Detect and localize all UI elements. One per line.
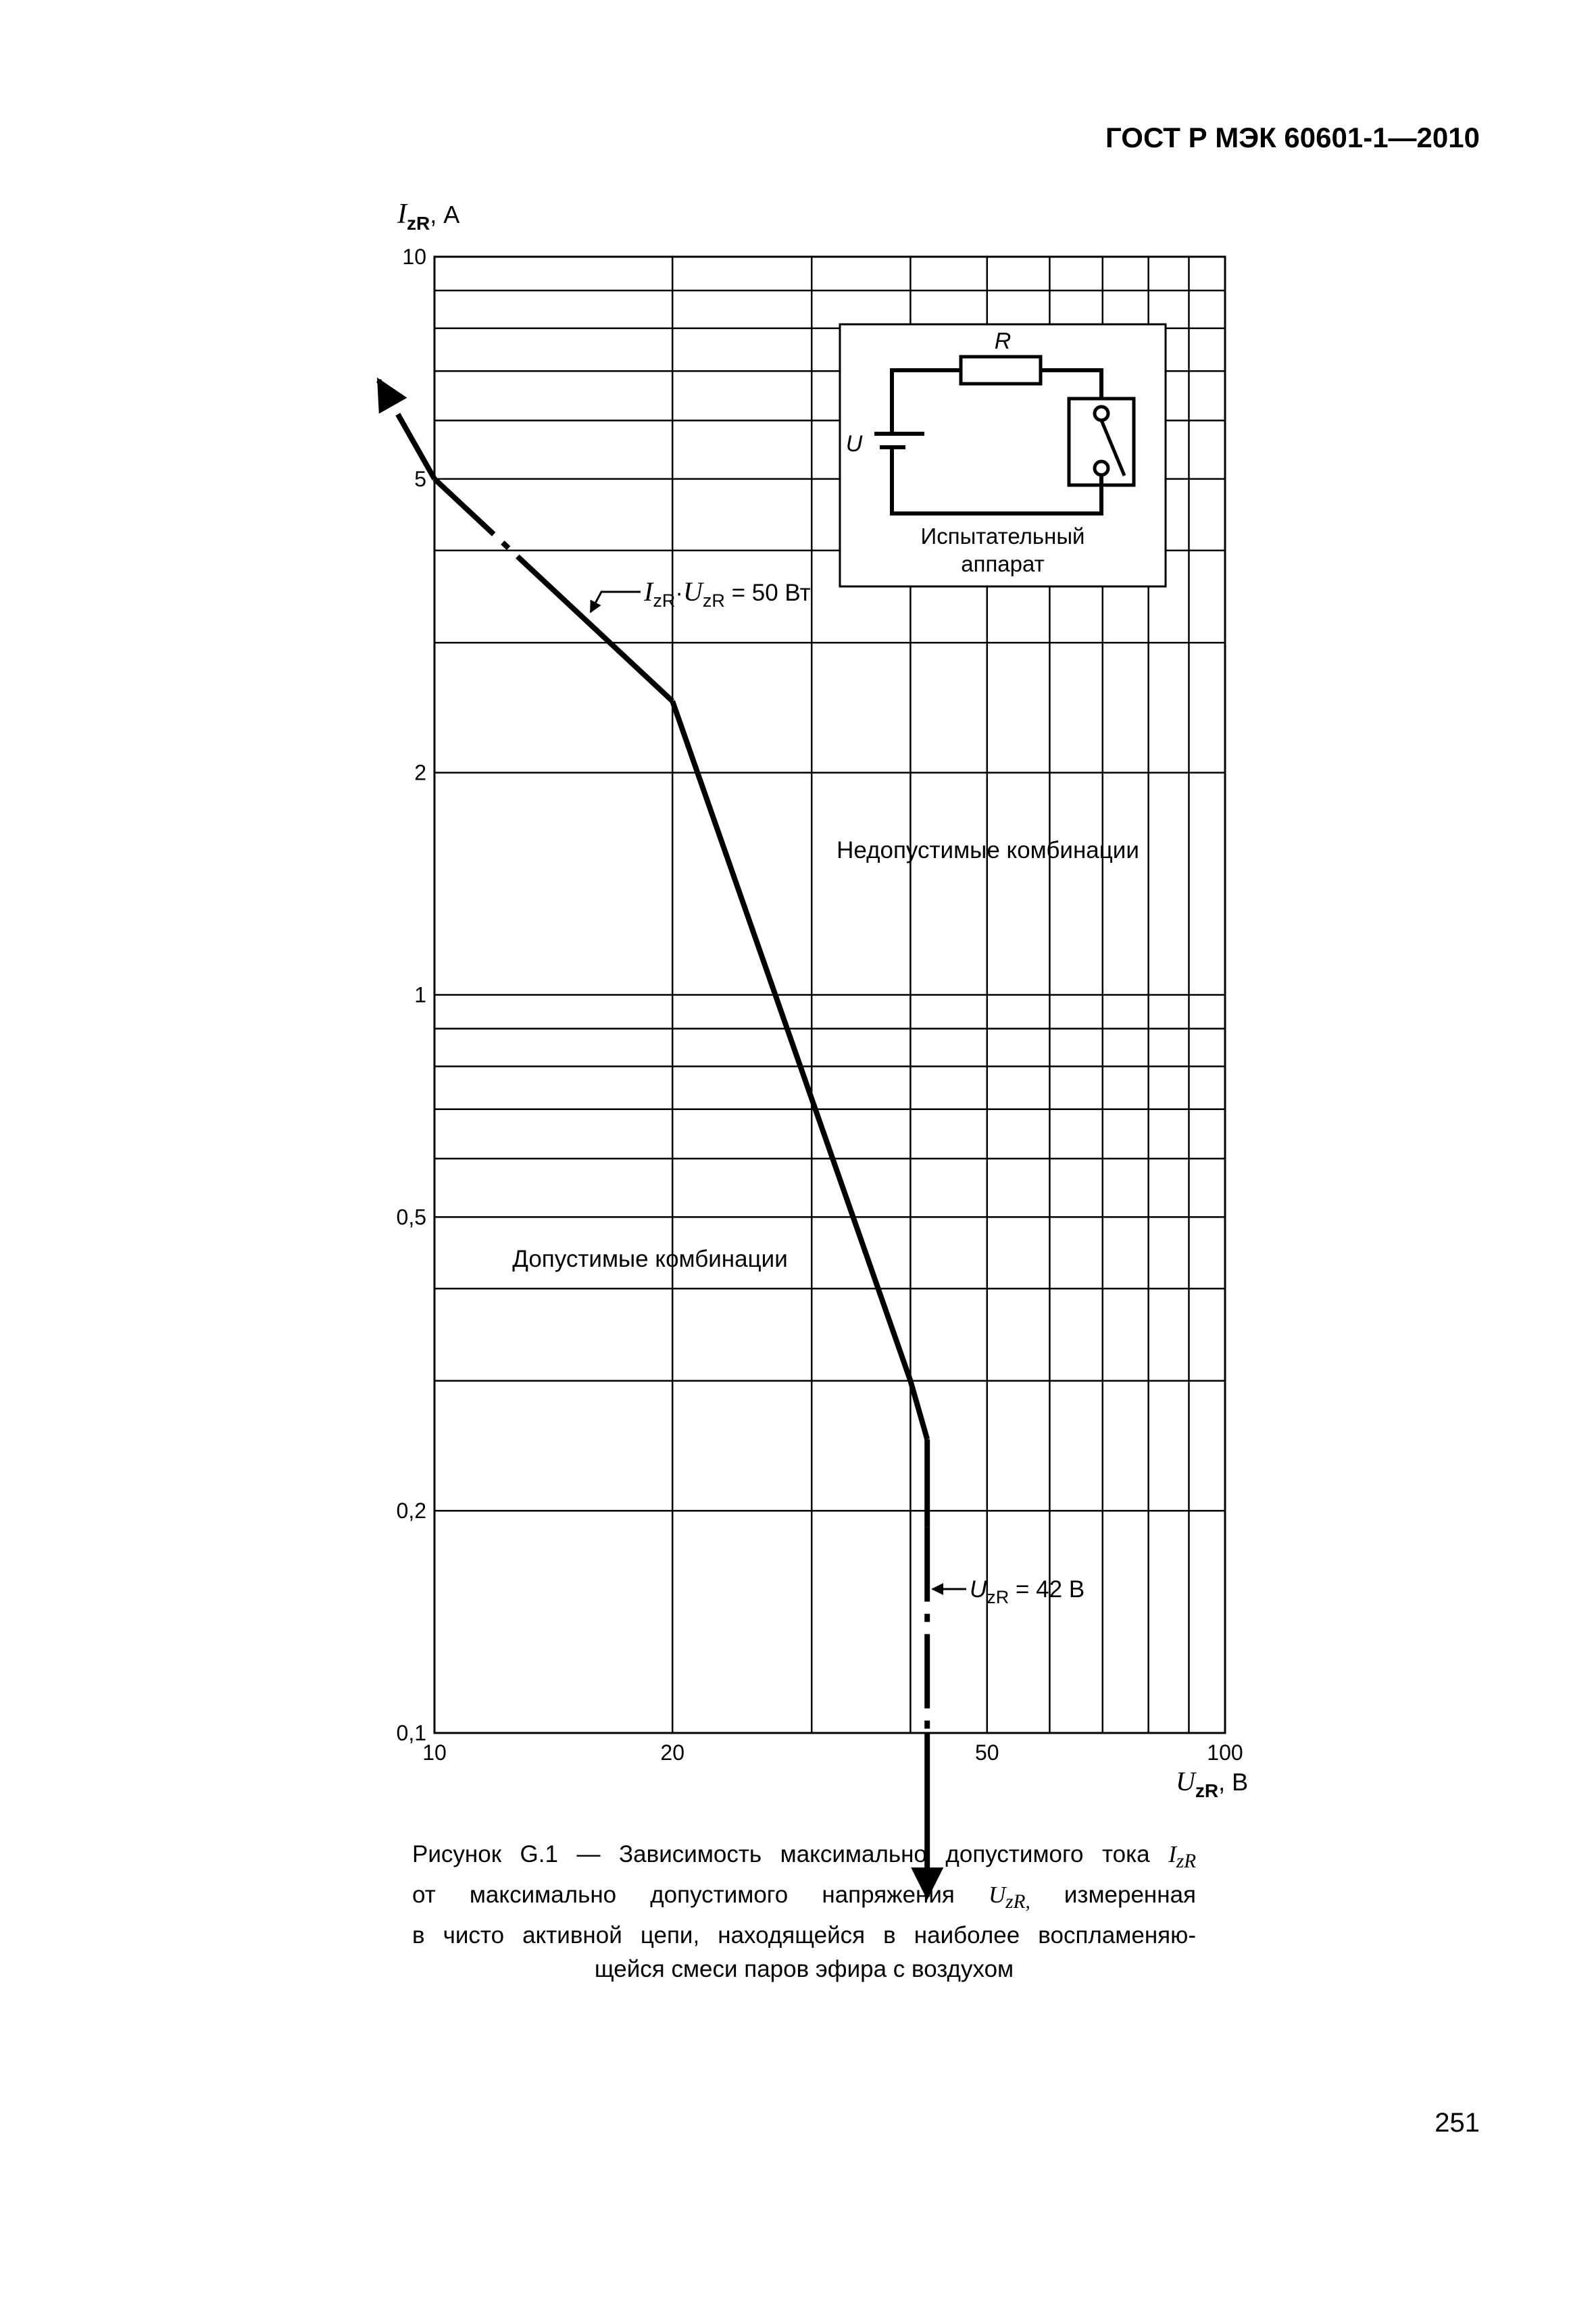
x-tick-label: 100	[1207, 1740, 1243, 1765]
resistor-icon	[961, 357, 1041, 384]
caption-current-sub: zR	[1176, 1851, 1196, 1872]
allowed-region-label: Допустимые комбинации	[512, 1246, 788, 1272]
svg-text:IzR·UzR = 50 Вт: $I_{zR}\cdot U_{zR} = 50$ Вт	[644, 576, 811, 611]
x-axis-label: $U_{zR}$, В	[1176, 1766, 1249, 1801]
figure-caption	[412, 1838, 1196, 1986]
x-tick-label: 10	[422, 1740, 447, 1765]
caption-current-symbol: I	[1168, 1841, 1176, 1867]
y-axis-label: $I_{zR}$, А	[397, 199, 460, 234]
x-tick-label: 20	[660, 1740, 685, 1765]
y-tick-label: 0,1	[396, 1721, 426, 1745]
caption-line2-suffix: измеренная	[1030, 1882, 1196, 1908]
caption-line1: Рисунок G.1 — Зависимость максимально допустимого тока	[412, 1841, 1150, 1867]
device-label-line2: аппарат	[961, 551, 1045, 576]
series-segment-knee	[910, 1381, 927, 1440]
forbidden-region-label: Недопустимые комбинации	[837, 837, 1139, 863]
series-power-limit-dashdot	[434, 479, 530, 568]
device-label-line1: Испытательный	[920, 524, 1085, 549]
resistor-label: R	[994, 328, 1012, 354]
series-extension-start	[378, 380, 434, 479]
y-tick-label: 5	[414, 466, 426, 491]
y-tick-label: 0,2	[396, 1499, 426, 1524]
y-tick-label: 0,5	[396, 1205, 426, 1230]
x-tick-label: 50	[974, 1740, 999, 1765]
standard-header: ГОСТ Р МЭК 60601-1—2010	[1105, 122, 1480, 153]
switch-contact-top	[1095, 407, 1108, 420]
circuit-inset	[840, 324, 1166, 586]
series-segment-main	[672, 701, 910, 1381]
y-tick-label: 1	[414, 982, 426, 1007]
power-limit-annotation	[591, 576, 811, 612]
caption-voltage-symbol: U	[989, 1882, 1006, 1908]
power-limit-leader	[591, 592, 641, 612]
switch-contact-bottom	[1095, 461, 1108, 475]
page-number: 251	[1435, 2108, 1480, 2138]
caption-voltage-sub: zR,	[1005, 1891, 1030, 1913]
voltage-limit-annotation	[932, 1576, 1084, 1607]
y-tick-label: 2	[414, 760, 426, 785]
caption-line3: в чисто активной цепи, находящейся в наиболее воспламеняю-	[412, 1922, 1196, 1948]
svg-text:UzR = 42 В: $U_{zR} = 42$ В	[970, 1576, 1085, 1607]
caption-line4: щейся смеси паров эфира с воздухом	[594, 1956, 1014, 1982]
caption-line2-prefix: от максимально допустимого напряжения	[412, 1882, 955, 1908]
source-label: U	[845, 431, 863, 457]
y-tick-label: 10	[402, 245, 426, 269]
